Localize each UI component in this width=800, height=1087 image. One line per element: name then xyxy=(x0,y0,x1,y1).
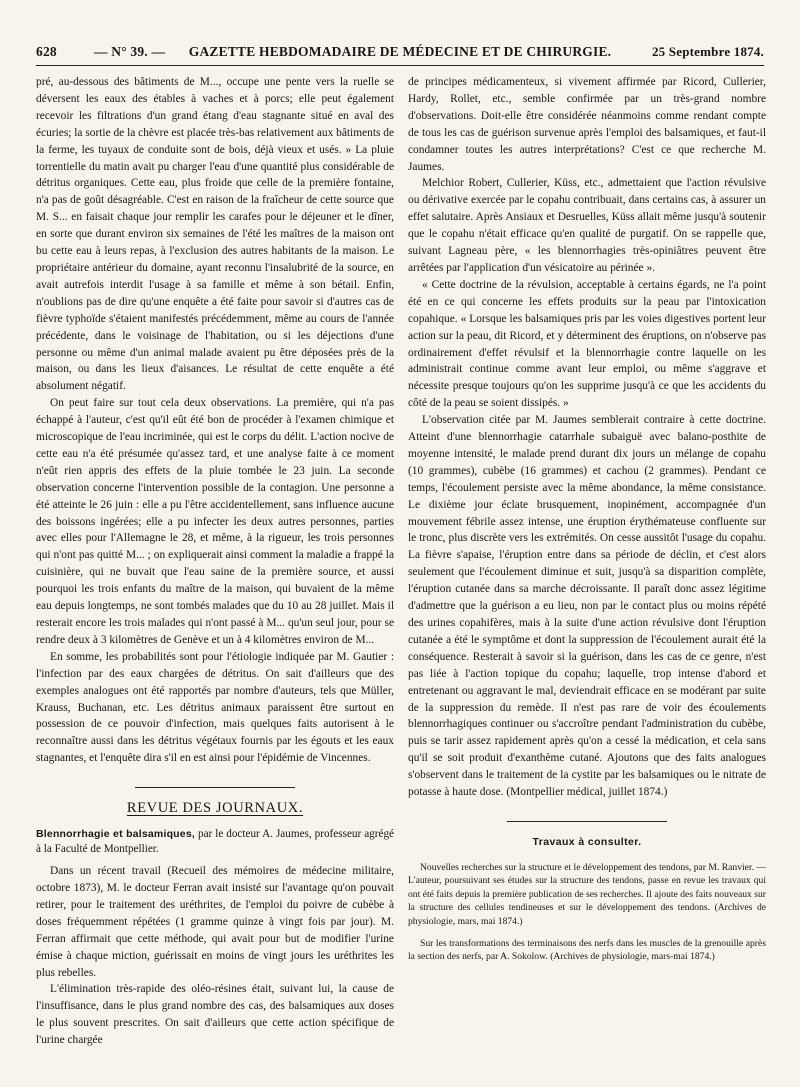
travaux-list xyxy=(408,861,766,964)
article-heading xyxy=(36,827,394,857)
section-title: REVUE DES JOURNAUX. xyxy=(126,800,304,817)
body-paragraph: En somme, les probabilités sont pour l'étiologie indiquée par M. Gautier : l'infection par des eaux chargées de détritus. On sait d'ailleurs que des exemples analogues ont été rapportés par nombre d'auteurs, tels que Müller, Krauss, Buchanan, etc. Les détritus animaux paraissent être surtout en possession de ce pouvoir d'infection, mais quelques faits autorisent à le reconnaître aussi dans les détritus végétaux fournis par les égouts et les eaux stagnantes, et l'enquête dira s'il en est ainsi pour l'épidémie de Vincennes. xyxy=(36,650,394,765)
page-number: 628 xyxy=(36,44,57,59)
section-divider xyxy=(507,821,667,822)
body-paragraph: de principes médicamenteux, si vivement affirmée par Ricord, Cullerier, Hardy, Rollet, etc., semble confirmée par un très-grand nombre d'observations. Doit-elle être considérée néanmoins comme rendant compte de tous les cas de guérison survenue après l'emploi des balsamiques, et faut-il condamner toutes les autres interprétations? C'est ce que recherche M. Jaumes. xyxy=(408,76,766,173)
header-rule xyxy=(36,65,764,66)
article-paragraph: L'élimination très-rapide des oléo-résines était, suivant lui, la cause de l'insuffisance, dans le plus grand nombre des cas, des balsamiques aux doses le plus souvent prescrites. On sait d'ailleurs que cette action spécifique de l'urine chargée xyxy=(36,983,394,1047)
issue-date: 25 Septembre 1874. xyxy=(651,44,764,59)
body-paragraph: L'observation citée par M. Jaumes semblerait contraire à cette doctrine. Atteint d'une blennorrhagie catarrhale subaiguë avec balano-posthite de moyenne intensité, le malade prend durant dix jours un mélange de copahu (10 grammes), cubèbe (16 grammes) et cachou (2 grammes). Pendant ce temps, l'écoulement persiste avec la même abondance, la même consistance. Le dixième jour éclate brusquement, inopinément, accompagnée d'un mouvement fébrile assez intense, une éruption érythémateuse confluente sur le tronc, plus discrète vers les extrémités. On cesse aussitôt l'usage du copahu. La fièvre s'apaise, l'éruption entre dans sa période de déclin, et c'est alors seulement que l'écoulement diminue et suit, jusqu'à sa disparition complète, l'éruption cutanée dans sa marche décroissante. Il paraît donc assez légitime d'admettre que la guérison a eu lieu, non par le contact plus ou moins répété des urines copahifères, mais à la suite d'une action révulsive dont l'éruption cutanée a été le symptôme et dont la suppression de l'écoulement aurait été la conséquence. Resterait à savoir si la guérison, dans les cas de ce genre, n'est pas liée à l'action topique du copahu; laquelle, trop intense d'abord et entretenant ou aggravant le mal, deviendrait efficace en se modérant par suite de la suppression du remède. Il n'est pas rare de voir des écoulements blennorrhagiques continuer ou s'accroître pendant l'administration du cubèbe, puis se tarir assez rapidement après qu'on a cessé la médication, et cela sans qu'il se soit produit d'exanthème cutané. Ajoutons que des faits analogues s'observent dans le traitement de la cystite par les balsamiques ou le nitrate de potasse à haute dose. (Montpellier médical, juillet 1874.) xyxy=(408,414,766,799)
section-divider xyxy=(135,787,295,788)
travaux-item: Nouvelles recherches sur la structure et le développement des tendons, par M. Ranvier. — L'auteur, poursuivant ses études sur la structure des tendons, passe en revue les travaux qui ont été faits depuis la première publication de ses recherches. Il ajoute des faits nouveaux sur la structure des cellules tendineuses et sur le développement des tendons. (Archives de physiologie, mars, mai 1874.) xyxy=(408,861,766,927)
body-paragraph: On peut faire sur tout cela deux observations. La première, qui n'a pas échappé à l'auteur, c'est qu'il eût été bon de procéder à l'examen chimique et microscopique de l'eau incriminée, qui est le corps du délit. L'action nocive de cette eau n'a été présumée qu'assez tard, et une analyse faite à ce moment n'eût rien appris des effets de la pluie tombée le 23 juin. La seconde observation concerne l'intervention possible de la contagion. Une personne a été atteinte le 26 juin : elle a pu l'être accidentellement, sans influence aucune des boissons ingérées; elle a pu infecter les deux autres personnes, parties avec elles pour l'Allemagne le 28, et même, à la rigueur, les trois personnes qui n'ont pas quitté M... ; on expliquerait ainsi comment la maladie a frappé la cuisinière, qui ne buvait que l'eau saine de la première source, et aussi pourquoi les trois enfants du maître de la maison, qui buvaient de la même eau depuis longtemps, ne sont tombés malades que du 10 au 28 juillet. Mais il resterait encore les trois malades qui n'ont passé à M... qu'un seul jour, pour se rendre deux à 3 kilomètres de Genève et un à 4 kilomètres environ de M... xyxy=(36,397,394,646)
article-paragraph: Dans un récent travail (Recueil des mémoires de médecine militaire, octobre 1873), M. le docteur Ferran avait insisté sur l'avantage qu'on pouvait retirer, pour le traitement des uréthrites, de l'emploi du poivre de cubèbe à doses fréquemment répétées (1 gramme quinze à vingt fois par jour). M. Ferran affirmait que cette méthode, qui avait pour but de modifier l'urine émise à chaque miction, guérissait en moins de vingt jours les uréthrites les plus rebelles. xyxy=(36,865,394,979)
page-header xyxy=(36,40,764,62)
right-column xyxy=(408,74,766,973)
travaux-item: Sur les transformations des terminaisons des nerfs dans les muscles de la grenouille après la section des nerfs, par A. Sokolow. (Archives de physiologie, mars-mai 1874.) xyxy=(408,937,766,963)
travaux-title: Travaux à consulter. xyxy=(532,835,642,848)
issue-number: — N° 39. — xyxy=(94,44,166,59)
left-column xyxy=(36,74,394,1049)
body-paragraph: Melchior Robert, Cullerier, Küss, etc., admettaient que l'action révulsive ou dérivative exercée par le copahu contribuait, dans certains cas, à assurer un effet salutaire. Après Ansiaux et Desruelles, Küss allait même jusqu'à soutenir que le copahu n'était efficace qu'en qualité de purgatif. On se rappelle que, suivant Lagneau père, « les blennorrhagies très-opiniâtres peuvent être arrêtées par l'application d'un vésicatoire au périnée ». xyxy=(408,177,766,274)
body-paragraph: « Cette doctrine de la révulsion, acceptable à certains égards, ne l'a point été en ce qui concerne les effets produits sur la peau par l'intoxication copahique. « Lorsque les balsamiques pris par les voies digestives portent leur action sur la peau, dit Ricord, et y déterminent des éruptions, on n'observe pas ordinairement d'effet révulsif et la blennorrhagie contre laquelle on les administrait continue comme avant leur emploi, ou même s'aggrave et nécessite presque toujours qu'on les supprime jusqu'à ce que les accidents du côté de la peau se soient dissipés. » xyxy=(408,278,766,410)
journal-title: GAZETTE HEBDOMADAIRE DE MÉDECINE ET DE CHIRURGIE. xyxy=(188,44,612,59)
article-byline: par le docteur A. Jaumes, professeur agrégé à la Faculté de Montpellier. xyxy=(36,828,394,856)
article-title: Blennorrhagie et balsamiques, xyxy=(36,828,195,841)
body-paragraph: pré, au-dessous des bâtiments de M..., occupe une pente vers la ruelle se déversent les eaux des étables à vaches et à porcs; elle peut également recevoir les filtrations d'un grand étang d'eau stagnante situé en aval des écuries; la sortie de la chèvre est placée très-bas relativement aux bâtiments de la ferme, les tuyaux de conduite sont de bois, déjà vieux et usés. » La pluie torrentielle du matin avait pu charger l'eau d'une quantité plus considérable de détritus organiques. Cette eau, plus froide que celle de la première fontaine, n'a pas de goût désagréable. C'est en raison de la fraîcheur de cette source que M. S... en faisait chaque jour remplir les carafes pour le déjeuner et le dîner, en sorte que durant environ six semaines de l'été les maîtres de la maison ont bu cette eau à leurs repas, à l'exclusion des autres habitants de la maison. Le propriétaire antérieur du domaine, ayant reconnu l'insalubrité de la source, en avait autrefois interdit l'usage à sa famille et même à son bétail. Enfin, n'oublions pas de dire qu'une enquête a été faite pour savoir si d'autres cas de fièvre typhoïde s'étaient manifestés précédemment, même au cours de l'année précédente, dans le voisinage de l'habitation, ou si les déjections d'une personne ou même d'un animal malade avaient pu être déposées près de la maison, ou dans les lieux d'aisances. Le résultat de cette enquête a été absolument négatif. xyxy=(36,76,395,393)
